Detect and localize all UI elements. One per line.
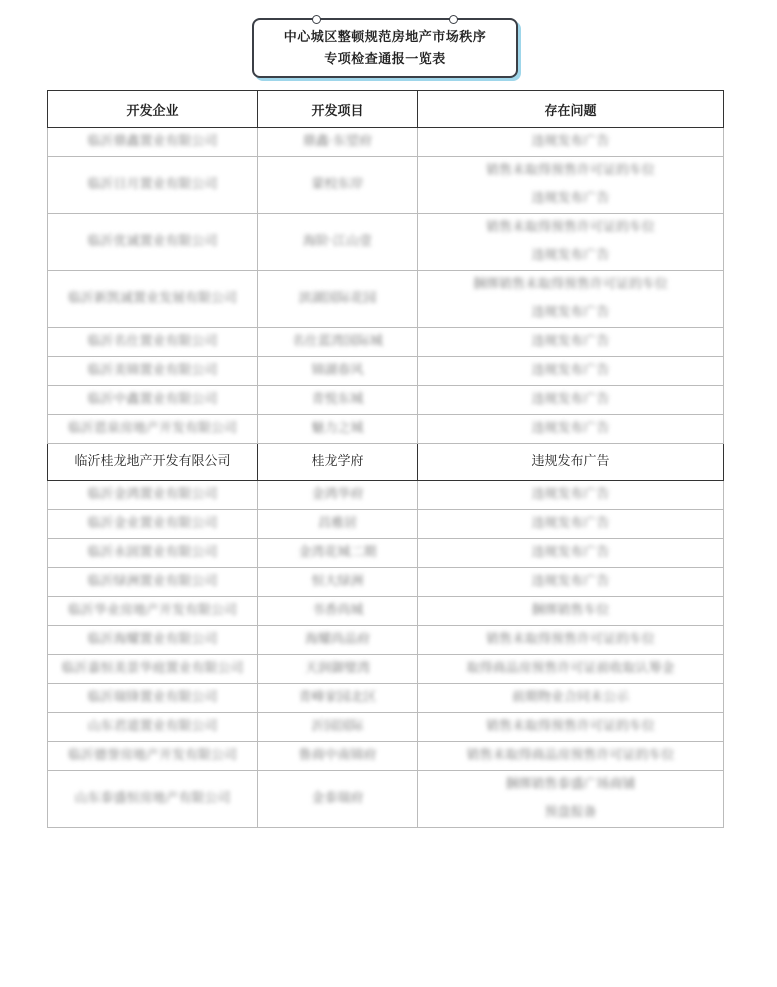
issue-line: 捆绑销售泰盛广场商铺 <box>505 777 636 792</box>
header-issues: 存在问题 <box>418 91 724 128</box>
company-cell: 临沂金鸿置业有限公司 <box>48 481 258 510</box>
table-row <box>48 742 724 771</box>
issues-cell <box>418 444 724 481</box>
table-row <box>48 510 724 539</box>
company-cell: 临沂日月置业有限公司 <box>48 157 258 214</box>
project-cell: 滨湖国际花园 <box>258 271 418 328</box>
issues-cell <box>418 271 724 328</box>
table-row <box>48 481 724 510</box>
company-cell: 临沂名仕置业有限公司 <box>48 328 258 357</box>
table-row <box>48 597 724 626</box>
company-cell: 临沂美锦置业有限公司 <box>48 357 258 386</box>
issue-line: 违规发布广告 <box>531 454 610 469</box>
project-cell: 昌雅居 <box>258 510 418 539</box>
issue-line: 捆绑销售车位 <box>531 603 610 618</box>
issue-line: 前期物业合同未公示 <box>511 690 629 705</box>
project-cell: 蒙校东岸 <box>258 157 418 214</box>
inspection-table <box>47 90 724 828</box>
project-cell: 金泰瑞府 <box>258 771 418 828</box>
company-cell: 临沂绿洲置业有限公司 <box>48 568 258 597</box>
issue-line: 取得商品房预售许可证前收取认筹金 <box>466 661 675 676</box>
project-cell: 金湾花城二期 <box>258 539 418 568</box>
project-cell: 锦湖春风 <box>258 357 418 386</box>
table-row <box>48 684 724 713</box>
issues-cell <box>418 626 724 655</box>
issues-cell <box>418 357 724 386</box>
table-row <box>48 539 724 568</box>
issue-line: 违规发布广告 <box>531 305 610 320</box>
table-row <box>48 157 724 214</box>
table-row <box>48 214 724 271</box>
company-cell: 临沂华业房地产开发有限公司 <box>48 597 258 626</box>
issues-cell <box>418 684 724 713</box>
table-row <box>48 415 724 444</box>
company-cell: 山东君道置业有限公司 <box>48 713 258 742</box>
table-row <box>48 713 724 742</box>
company-cell: 临沂永固置业有限公司 <box>48 539 258 568</box>
issues-cell <box>418 415 724 444</box>
issue-line: 违规发布广告 <box>531 574 610 589</box>
issue-line: 违规发布广告 <box>531 487 610 502</box>
project-cell: 金鸿华府 <box>258 481 418 510</box>
issue-line: 销售未取得商品房预售许可证的车位 <box>466 748 675 763</box>
header-project: 开发项目 <box>258 91 418 128</box>
issues-cell <box>418 597 724 626</box>
company-cell: 临沂优诚置业有限公司 <box>48 214 258 271</box>
table-row <box>48 655 724 684</box>
issue-line: 违规发布广告 <box>531 334 610 349</box>
company-cell: 临沂瑞锋置业有限公司 <box>48 684 258 713</box>
issues-cell <box>418 386 724 415</box>
title-line-2: 专项检查通报一览表 <box>324 52 446 67</box>
project-cell: 青峰家园北区 <box>258 684 418 713</box>
issues-cell <box>418 742 724 771</box>
issue-line: 违规发布广告 <box>531 248 610 263</box>
company-cell: 临沂德誉房地产开发有限公司 <box>48 742 258 771</box>
issues-cell <box>418 214 724 271</box>
issues-cell <box>418 568 724 597</box>
issue-line: 违规发布广告 <box>531 134 610 149</box>
table-row <box>48 444 724 481</box>
issue-line: 违规发布广告 <box>531 545 610 560</box>
table-row <box>48 357 724 386</box>
project-cell: 恒大绿洲 <box>258 568 418 597</box>
table-header-row <box>48 91 724 128</box>
project-cell: 魅力之城 <box>258 415 418 444</box>
company-cell: 山东泰盛恒房地产有限公司 <box>48 771 258 828</box>
project-cell: 桂龙学府 <box>258 444 418 481</box>
table-row <box>48 271 724 328</box>
issues-cell <box>418 128 724 157</box>
issue-line: 销售未取得预售许可证的车位 <box>485 163 655 178</box>
issue-line: 销售未取得预售许可证的车位 <box>485 632 655 647</box>
issues-cell <box>418 713 724 742</box>
title-box <box>252 18 518 78</box>
project-cell: 名仕蓝湾国际城 <box>258 328 418 357</box>
table-body <box>48 128 724 828</box>
table-row <box>48 128 724 157</box>
issues-cell <box>418 157 724 214</box>
issue-line: 违规发布广告 <box>531 516 610 531</box>
project-cell: 鲁商中南锦府 <box>258 742 418 771</box>
project-cell: 天润御璧湾 <box>258 655 418 684</box>
company-cell: 临沂海耀置业有限公司 <box>48 626 258 655</box>
issues-cell <box>418 481 724 510</box>
issue-line: 违规发布广告 <box>531 392 610 407</box>
header-company: 开发企业 <box>48 91 258 128</box>
title-pin-left-icon <box>312 15 321 24</box>
company-cell: 临沂桂龙地产开发有限公司 <box>48 444 258 481</box>
title-pin-right-icon <box>449 15 458 24</box>
issues-cell <box>418 328 724 357</box>
company-cell: 临沂嘉恒美景华庭置业有限公司 <box>48 655 258 684</box>
title-line-1: 中心城区整顿规范房地产市场秩序 <box>283 30 487 45</box>
project-cell: 青悦东城 <box>258 386 418 415</box>
issue-line: 违规发布广告 <box>531 421 610 436</box>
issues-cell <box>418 539 724 568</box>
table-row <box>48 568 724 597</box>
company-cell: 临沂恩泉房地产开发有限公司 <box>48 415 258 444</box>
issues-cell <box>418 655 724 684</box>
company-cell: 临沂中鑫置业有限公司 <box>48 386 258 415</box>
issues-cell <box>418 510 724 539</box>
project-cell: 鼎鑫·东望府 <box>258 128 418 157</box>
project-cell: 书香尚城 <box>258 597 418 626</box>
issue-line: 捆绑销售未取得预售许可证的车位 <box>472 277 668 292</box>
table-row <box>48 771 724 828</box>
company-cell: 临沂金业置业有限公司 <box>48 510 258 539</box>
company-cell: 临沂鼎鑫置业有限公司 <box>48 128 258 157</box>
table-row <box>48 328 724 357</box>
company-cell: 临沂新凯诚置业发展有限公司 <box>48 271 258 328</box>
issue-line: 违规发布广告 <box>531 363 610 378</box>
issue-line: 销售未取得预售许可证的车位 <box>485 220 655 235</box>
project-cell: 沂园国际 <box>258 713 418 742</box>
issue-line: 销售未取得预售许可证的车位 <box>485 719 655 734</box>
issue-line: 违规发布广告 <box>531 191 610 206</box>
title-box-top-line <box>320 18 450 20</box>
table-row <box>48 386 724 415</box>
issues-cell <box>418 771 724 828</box>
table-row <box>48 626 724 655</box>
project-cell: 海阶·江山壹 <box>258 214 418 271</box>
issue-line: 预盘报备 <box>544 805 597 820</box>
project-cell: 海耀尚品府 <box>258 626 418 655</box>
